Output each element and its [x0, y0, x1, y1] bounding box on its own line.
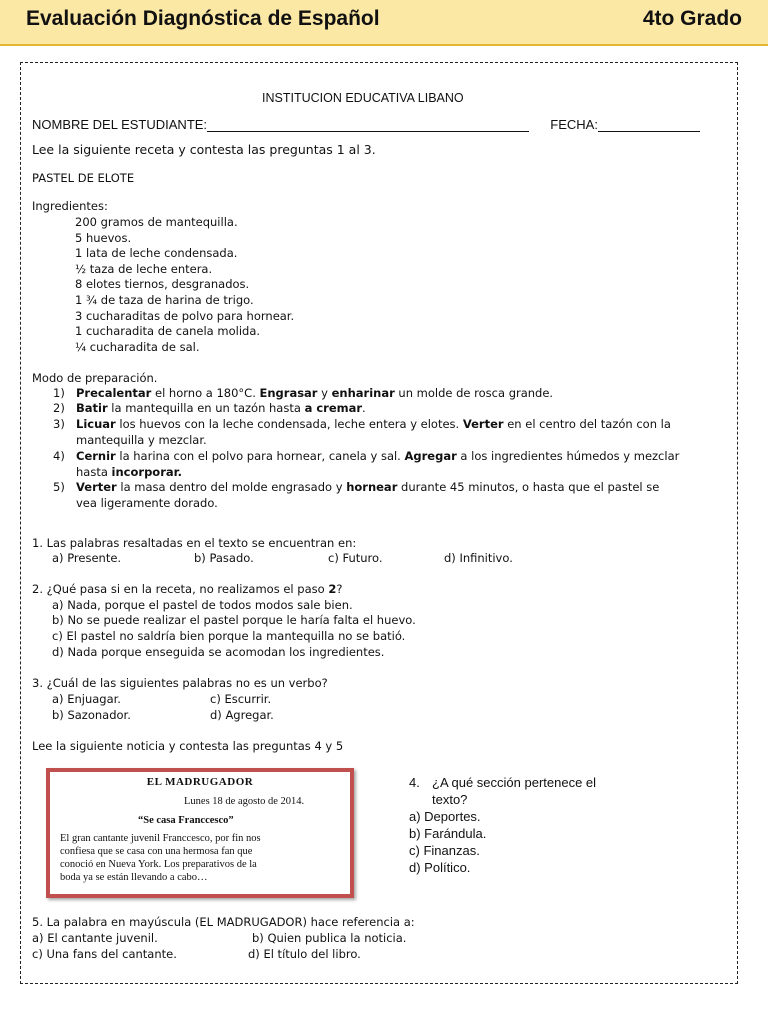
q4-option-c[interactable]: c) Finanzas.: [409, 843, 480, 858]
ingredient-item: 200 gramos de mantequilla.: [75, 215, 238, 229]
q1-option-a[interactable]: a) Presente.: [52, 551, 122, 565]
method-label: Modo de preparación.: [32, 371, 158, 385]
q3-option-c[interactable]: c) Escurrir.: [210, 692, 272, 706]
news-body-line: El gran cantante juvenil Franccesco, por fin nos: [60, 833, 261, 844]
question-3: 3. ¿Cuál de las siguientes palabras no es un verbo?: [32, 676, 328, 690]
news-title: EL MADRUGADOR: [146, 776, 254, 788]
student-label: NOMBRE DEL ESTUDIANTE:: [32, 117, 208, 132]
news-box: [46, 768, 354, 898]
q5-option-a[interactable]: a) El cantante juvenil.: [32, 931, 158, 945]
q1-option-d[interactable]: d) Infinitivo.: [444, 551, 513, 565]
q2-option-b[interactable]: b) No se puede realizar el pastel porque le haría falta el huevo.: [52, 613, 416, 627]
step-text: Batir la mantequilla en un tazón hasta a cremar.: [76, 401, 366, 415]
ingredient-item: 3 cucharaditas de polvo para hornear.: [75, 308, 295, 323]
ingredient-item: 1 lata de leche condensada.: [75, 246, 238, 261]
instruction-news: Lee la siguiente noticia y contesta las preguntas 4 y 5: [32, 739, 344, 753]
step-number: 4): [53, 449, 65, 463]
q5-option-b[interactable]: b) Quien publica la noticia.: [252, 931, 407, 945]
news-body-line: boda ya se están llevando a cabo…: [60, 872, 208, 883]
step-text-continued: vea ligeramente dorado.: [76, 495, 218, 510]
news-body-line: conoció en Nueva York. Los preparativos de la: [60, 859, 257, 870]
student-row: [32, 117, 700, 132]
step-text: Cernir la harina con el polvo para hornear, canela y sal. Agregar a los ingredientes húmedos y mezclar: [76, 449, 680, 463]
q3-option-a[interactable]: a) Enjuagar.: [52, 692, 121, 706]
student-name-field[interactable]: [207, 118, 529, 132]
question-5: 5. La palabra en mayúscula (EL MADRUGADOR) hace referencia a:: [32, 915, 415, 929]
step-text: Verter la masa dentro del molde engrasado y hornear durante 45 minutos, o hasta que el pastel se: [76, 480, 660, 494]
header-banner: [0, 0, 768, 46]
instruction-recipe: Lee la siguiente receta y contesta las preguntas 1 al 3.: [32, 142, 376, 157]
step-number: 2): [53, 401, 65, 415]
ingredient-item: 1 ¾ de taza de harina de trigo.: [75, 293, 254, 307]
q2-option-d[interactable]: d) Nada porque enseguida se acomodan los ingredientes.: [52, 645, 385, 659]
question-2: 2. ¿Qué pasa si en la receta, no realizamos el paso 2?: [32, 582, 343, 596]
q4-option-d[interactable]: d) Político.: [409, 860, 471, 875]
q4-number: 4.: [409, 775, 420, 790]
q1-option-b[interactable]: b) Pasado.: [194, 551, 254, 565]
q4-option-b[interactable]: b) Farándula.: [409, 826, 487, 841]
news-headline: “Se casa Franccesco”: [138, 815, 234, 826]
q2-option-a[interactable]: a) Nada, porque el pastel de todos modos sale bien.: [52, 598, 353, 612]
q2-option-c[interactable]: c) El pastel no saldría bien porque la mantequilla no se batió.: [52, 629, 406, 643]
question-4-line2: texto?: [432, 792, 468, 807]
q1-option-c[interactable]: c) Futuro.: [328, 551, 383, 565]
step-text-continued: mantequilla y mezclar.: [76, 432, 207, 447]
step-text: Licuar los huevos con la leche condensada, leche entera y elotes. Verter en el centro del tazón con la: [76, 417, 671, 431]
news-body-line: confiesa que se casa con una hermosa fan que: [60, 846, 253, 857]
q3-option-d[interactable]: d) Agregar.: [210, 708, 274, 722]
school-name: INSTITUCION EDUCATIVA LIBANO: [262, 91, 464, 105]
step-number: 3): [53, 417, 65, 431]
ingredient-item: 5 huevos.: [75, 230, 132, 245]
question-4-line1: ¿A qué sección pertenece el: [432, 775, 597, 790]
page-title: Evaluación Diagnóstica de Español: [26, 7, 380, 30]
ingredients-label: Ingredientes:: [32, 199, 108, 213]
step-text: Precalentar el horno a 180°C. Engrasar y enharinar un molde de rosca grande.: [76, 386, 554, 400]
date-field[interactable]: [598, 118, 700, 132]
ingredient-item: 8 elotes tiernos, desgranados.: [75, 277, 250, 292]
step-text-continued: hasta incorporar.: [76, 464, 183, 479]
q4-option-a[interactable]: a) Deportes.: [409, 809, 481, 824]
date-label: FECHA:: [550, 117, 598, 132]
ingredient-item: ½ taza de leche entera.: [75, 261, 213, 276]
grade-label: 4to Grado: [642, 7, 742, 30]
ingredient-item: 1 cucharadita de canela molida.: [75, 324, 261, 339]
q5-option-c[interactable]: c) Una fans del cantante.: [32, 947, 177, 961]
news-date: Lunes 18 de agosto de 2014.: [184, 796, 305, 807]
question-1: 1. Las palabras resaltadas en el texto se encuentran en:: [32, 536, 357, 550]
q5-option-d[interactable]: d) El título del libro.: [248, 947, 361, 961]
q3-option-b[interactable]: b) Sazonador.: [52, 708, 131, 722]
step-number: 5): [53, 480, 65, 494]
recipe-title: PASTEL DE ELOTE: [32, 171, 135, 185]
step-number: 1): [53, 386, 65, 400]
ingredient-item: ¼ cucharadita de sal.: [75, 339, 200, 354]
